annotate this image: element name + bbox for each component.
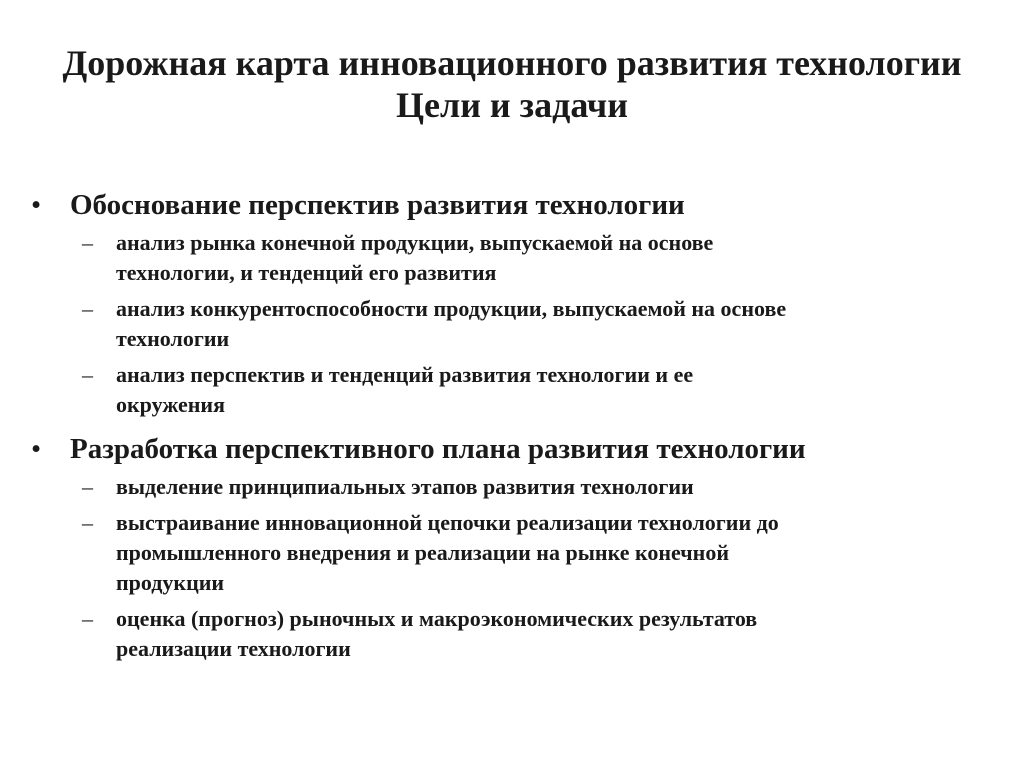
dash-marker: – xyxy=(82,296,93,321)
bullet-heading: Разработка перспективного плана развития технологии xyxy=(70,433,806,465)
sub-item-text-line: анализ конкурентоспособности продукции, выпускаемой на основе xyxy=(116,296,787,321)
bullet-development-plan xyxy=(0,432,1024,466)
sub-item-text-line: выстраивание инновационной цепочки реализации технологии до xyxy=(116,510,779,535)
dash-marker: – xyxy=(82,606,93,631)
slide-title xyxy=(0,42,1024,126)
sub-item-text-line: реализации технологии xyxy=(116,636,351,661)
bullet-marker: • xyxy=(31,189,42,221)
sub-item-text-line: продукции xyxy=(116,570,225,595)
dash-marker: – xyxy=(82,230,93,255)
title-line-subtitle: Цели и задачи xyxy=(396,85,628,125)
sub-item-text-line: технологии, и тенденций его развития xyxy=(116,260,497,285)
sub-item-innovation-chain xyxy=(0,508,1024,598)
sub-item-text-line: технологии xyxy=(116,326,230,351)
sub-item-text-line: оценка (прогноз) рыночных и макроэкономических результатов xyxy=(116,606,758,631)
bullet-marker: • xyxy=(31,433,42,465)
sub-item-stages xyxy=(0,472,1024,502)
sub-item-competitiveness xyxy=(0,294,1024,354)
sub-item-market-analysis xyxy=(0,228,1024,288)
sub-item-trends xyxy=(0,360,1024,420)
dash-marker: – xyxy=(82,510,93,535)
dash-marker: – xyxy=(82,474,93,499)
sub-item-text-line: выделение принципиальных этапов развития технологии xyxy=(116,474,694,499)
sub-item-forecast xyxy=(0,604,1024,664)
sub-item-text-line: анализ перспектив и тенденций развития технологии и ее xyxy=(116,362,694,387)
sub-item-text-line: анализ рынка конечной продукции, выпускаемой на основе xyxy=(116,230,714,255)
bullet-heading: Обоснование перспектив развития технологии xyxy=(70,189,685,221)
sub-item-text-line: окружения xyxy=(116,392,226,417)
slide-content xyxy=(0,188,1024,664)
sub-item-text-line: промышленного внедрения и реализации на рынке конечной xyxy=(116,540,729,565)
bullet-justification xyxy=(0,188,1024,222)
dash-marker: – xyxy=(82,362,93,387)
title-line-main: Дорожная карта инновационного развития технологии xyxy=(62,43,962,83)
